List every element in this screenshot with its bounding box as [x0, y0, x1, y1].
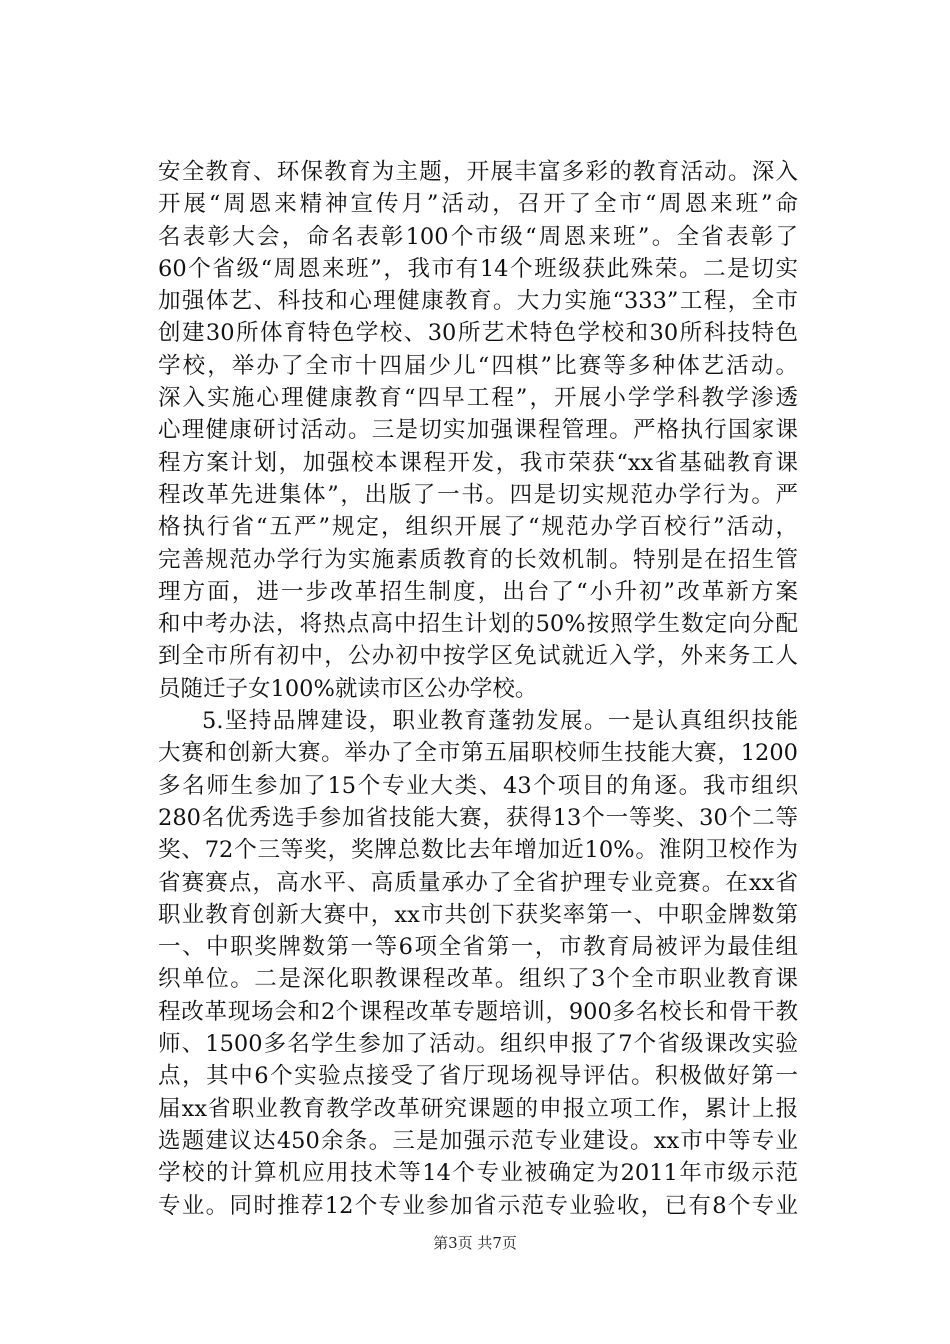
text-line: 5.坚持品牌建设，职业教育蓬勃发展。一是认真组织技能 — [202, 708, 798, 735]
text-line: 省赛赛点，高水平、高质量承办了全省护理专业竞赛。在xx省 — [158, 869, 798, 896]
text-line: 程方案计划，加强校本课程开发，我市荣获“xx省基础教育课 — [158, 449, 798, 476]
text-line: 师、1500多名学生参加了活动。组织申报了7个省级课改实验 — [158, 1031, 798, 1058]
text-line: 心理健康研讨活动。三是切实加强课程管理。严格执行国家课 — [158, 417, 798, 444]
text-line: 和中考办法，将热点高中招生计划的50%按照学生数定向分配 — [158, 611, 798, 638]
text-line: 创建30所体育特色学校、30所艺术特色学校和30所科技特色 — [158, 320, 798, 347]
text-line: 奖、72个三等奖，奖牌总数比去年增加近10%。淮阴卫校作为 — [158, 837, 798, 864]
text-line: 理方面，进一步改革招生制度，出台了“小升初”改革新方案 — [158, 578, 798, 605]
text-line: 员随迁子女100%就读市区公办学校。 — [158, 675, 538, 702]
text-line: 格执行省“五严”规定，组织开展了“规范办学百校行”活动， — [158, 514, 798, 541]
text-line: 学校，举办了全市十四届少儿“四棋”比赛等多种体艺活动。 — [158, 352, 798, 379]
text-line: 深入实施心理健康教育“四早工程”，开展小学学科教学渗透 — [158, 385, 798, 412]
text-line: 职业教育创新大赛中，xx市共创下获奖率第一、中职金牌数第 — [158, 901, 798, 928]
text-line: 完善规范办学行为实施素质教育的长效机制。特别是在招生管 — [158, 546, 798, 573]
text-line: 60个省级“周恩来班”，我市有14个班级获此殊荣。二是切实 — [158, 255, 798, 282]
text-line: 到全市所有初中，公办初中按学区免试就近入学，外来务工人 — [158, 643, 798, 670]
text-line: 选题建议达450余条。三是加强示范专业建设。xx市中等专业 — [158, 1127, 798, 1154]
text-line: 织单位。二是深化职教课程改革。组织了3个全市职业教育课 — [158, 966, 798, 993]
text-line: 程改革先进集体”，出版了一书。四是切实规范办学行为。严 — [158, 481, 798, 508]
text-line: 点，其中6个实验点接受了省厅现场视导评估。积极做好第一 — [158, 1063, 798, 1090]
text-line: 安全教育、环保教育为主题，开展丰富多彩的教育活动。深入 — [158, 159, 798, 185]
text-line: 届xx省职业教育教学改革研究课题的申报立项工作，累计上报 — [158, 1095, 798, 1122]
text-line: 专业。同时推荐12个专业参加省示范专业验收，已有8个专业 — [158, 1192, 798, 1219]
page-number: 第3页 共7页 — [433, 1234, 517, 1252]
text-line: 一、中职奖牌数第一等6项全省第一，市教育局被评为最佳组 — [158, 934, 798, 961]
page-footer — [0, 1232, 950, 1253]
body-text — [158, 156, 798, 1222]
text-line: 280名优秀选手参加省技能大赛，获得13个一等奖、30个二等 — [158, 804, 798, 831]
text-line: 开展“周恩来精神宣传月”活动，召开了全市“周恩来班”命 — [158, 191, 798, 218]
text-line: 大赛和创新大赛。举办了全市第五届职校师生技能大赛，1200 — [158, 740, 798, 767]
text-line: 名表彰大会，命名表彰100个市级“周恩来班”。全省表彰了 — [158, 223, 798, 250]
text-line: 多名师生参加了15个专业大类、43个项目的角逐。我市组织 — [158, 772, 798, 799]
text-line: 学校的计算机应用技术等14个专业被确定为2011年市级示范 — [158, 1160, 798, 1187]
text-line: 程改革现场会和2个课程改革专题培训，900多名校长和骨干教 — [158, 998, 798, 1025]
text-line: 加强体艺、科技和心理健康教育。大力实施“333”工程，全市 — [158, 288, 798, 315]
